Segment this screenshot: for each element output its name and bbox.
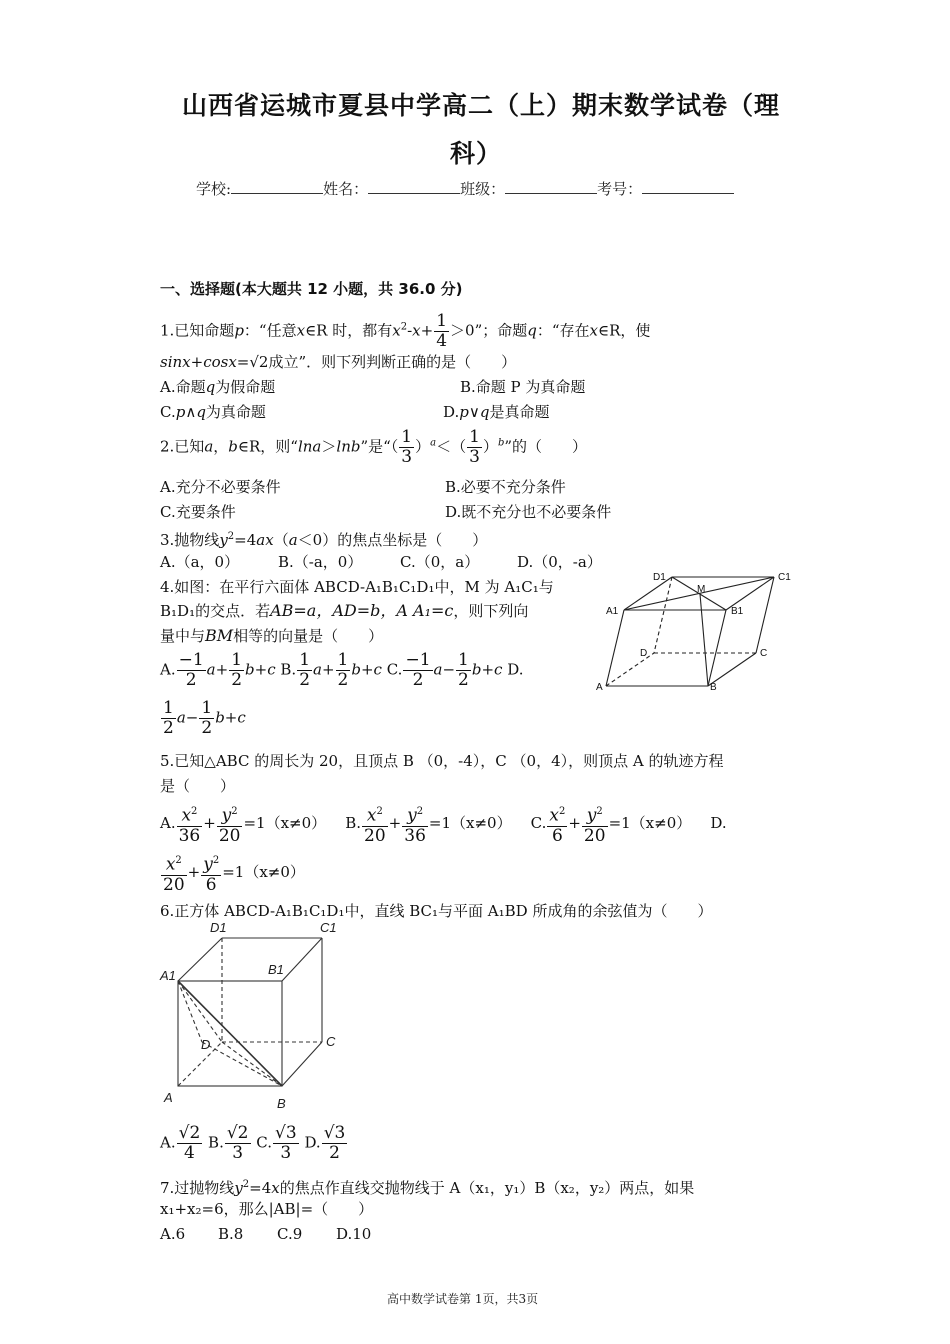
question-3: 3.抛物线$y^2=4ax(a<0)$的焦点坐标是（ ） (160, 531, 488, 549)
q1-option-c: C.p∧q为真命题 (160, 403, 266, 421)
q1-option-d: D.p∨q是真命题 (443, 403, 550, 421)
question-6: 6.正方体 ABCD-A₁B₁C₁D₁中，直线 BC₁与平面 A₁BD 所成角的余弦值为（ ） (160, 902, 713, 920)
label-a1: A1 (160, 968, 176, 983)
label-b1: B1 (731, 606, 744, 617)
q1-text: 1.已知命题 (160, 321, 235, 340)
cube-figure (158, 918, 348, 1114)
label-d1: D1 (210, 920, 227, 935)
page-footer: 高中数学试卷第 1页，共3页 (387, 1292, 539, 1306)
q1-text: ：“存在 (536, 321, 590, 340)
question-7-line1: 7.过抛物线$y^2=4x$的焦点作直线交抛物线于 A（x₁，y₁）B（x₂，y₂）两点，如果 (160, 1179, 695, 1197)
q4-option-d-expr: $\frac{1}{2}$ a− $\frac{1}{2}$ b+c (163, 698, 246, 738)
label-c: C (326, 1034, 336, 1049)
q1-text: = (236, 353, 250, 371)
q4-options: A. $\frac{-1}{2}$ a+ $\frac{1}{2}$ b+c B. $\frac{1}{2}$ a+ $\frac{1}{2}$ b+c C. $\frac{-1}{2}$ a− $\frac{1}{2}$ b+c D. (160, 650, 524, 690)
section-heading: 一、选择题(本大题共 12 小题，共 36.0 分) (160, 280, 463, 298)
page-title-line2: 科） (450, 139, 503, 168)
fraction: $\frac{1}{3}$ (469, 427, 480, 467)
q5-options: A. $\frac{x^2}{36}$ + $\frac{y^2}{20}$ =1（x≠0） B. $\frac{x^2}{20}$ + $\frac{y^2}{36}$ =1（x≠0） C. $\frac{x^2}{6}$ + $\frac{y^2}{20}$ =1（x≠0） D. (160, 802, 727, 846)
label-a1: A1 (606, 606, 619, 617)
question-4-line3: 量中与BM相等的向量是（ ） (160, 626, 384, 645)
school-label: 学校: (196, 180, 232, 198)
exam-no-label: 考号： (597, 180, 643, 198)
class-blank (505, 179, 597, 194)
label-a: A (596, 682, 603, 692)
q1-text: ：“任意 (243, 321, 297, 340)
q3-option-b: B.（-a，0） (278, 553, 363, 571)
label-c1: C1 (320, 920, 337, 935)
school-blank (231, 179, 323, 194)
name-blank (368, 179, 460, 194)
q1-text: ∈R，使 (598, 321, 651, 340)
q3-option-d: D.（0，-a） (517, 553, 602, 571)
name-label: 姓名： (323, 180, 369, 198)
q6-options: A. $\frac{√2}{4}$ B. $\frac{√2}{3}$ C. $\frac{√3}{3}$ D. $\frac{√3}{2}$ (160, 1123, 346, 1163)
student-info-line (196, 178, 734, 199)
question-1-line1: 1.已知命题p：“任意x∈R 时，都有$x^2-x+$ $\frac{1}{4}$ ＞0”；命题q：“存在x∈R，使 (160, 311, 651, 351)
q7-option-a: A.6 (160, 1225, 186, 1243)
sqrt-two: √2 (249, 353, 269, 371)
question-1-line2 (160, 352, 516, 372)
class-label: 班级： (460, 180, 506, 198)
q3-option-a: A.（a，0） (160, 553, 240, 571)
label-b1: B1 (268, 962, 284, 977)
q2-option-c: C.充要条件 (160, 503, 236, 521)
q1-text: ∈R 时，都有 (305, 321, 393, 340)
question-4-line2: B₁D₁的交点．若AB=a，AD=b，A A₁=c，则下列向 (160, 601, 529, 620)
question-4-line1: 4.如图：在平行六面体 ABCD-A₁B₁C₁D₁中，M 为 A₁C₁与 (160, 578, 554, 596)
q1-option-a: A.命题q为假命题 (160, 378, 276, 396)
q1-text: 成立”．则下列判断正确的是（ ） (268, 353, 517, 371)
label-d1: D1 (653, 572, 666, 583)
fraction: $\frac{1}{4}$ (436, 311, 448, 351)
exam-no-blank (642, 179, 734, 194)
label-d: D (201, 1037, 211, 1052)
page-title-line1: 山西省运城市夏县中学高二（上）期末数学试卷（理 (182, 91, 781, 120)
label-a: A (164, 1090, 173, 1105)
question-2-line1: 2.已知a，b∈R，则“lna＞lnb”是“（ $\frac{1}{3}$ ）$^a$＜（ $\frac{1}{3}$ ）$^b$”的（ ） (160, 427, 588, 467)
question-5-line1: 5.已知△ABC 的周长为 20，且顶点 B （0，-4），C （0，4），则顶点 A 的轨迹方程 (160, 752, 724, 770)
q1-text: + (190, 353, 204, 371)
label-c: C (760, 648, 768, 659)
label-b: B (710, 682, 717, 692)
q1-text: + (420, 321, 434, 340)
label-b: B (277, 1096, 286, 1111)
label-c1: C1 (778, 572, 791, 583)
q1-text: - (407, 321, 413, 340)
label-m: M (697, 584, 706, 595)
q2-option-d: D.既不充分也不必要条件 (445, 503, 612, 521)
q1-option-b: B.命题 P 为真命题 (460, 378, 586, 396)
q2-option-b: B.必要不充分条件 (445, 478, 566, 496)
fraction: $\frac{1}{3}$ (401, 427, 413, 467)
parallelepiped-figure (596, 568, 796, 692)
q2-option-a: A.充分不必要条件 (160, 478, 281, 496)
q7-option-b: B.8 (218, 1225, 244, 1243)
q5-option-d-expr: $\frac{x^2}{20}$ + $\frac{y^2}{6}$ =1（x≠0） (160, 851, 305, 895)
question-5-line2: 是（ ） (160, 777, 236, 795)
q1-text: ＞0”；命题 (450, 321, 528, 340)
q7-option-d: D.10 (336, 1225, 372, 1243)
q7-option-c: C.9 (277, 1225, 303, 1243)
question-7-line2: x₁+x₂=6，那么|AB|=（ ） (160, 1200, 374, 1218)
q3-option-c: C.（0，a） (400, 553, 480, 571)
label-d: D (640, 648, 648, 659)
q1-text: sinx (160, 353, 191, 371)
q1-text: cosx (203, 353, 237, 371)
